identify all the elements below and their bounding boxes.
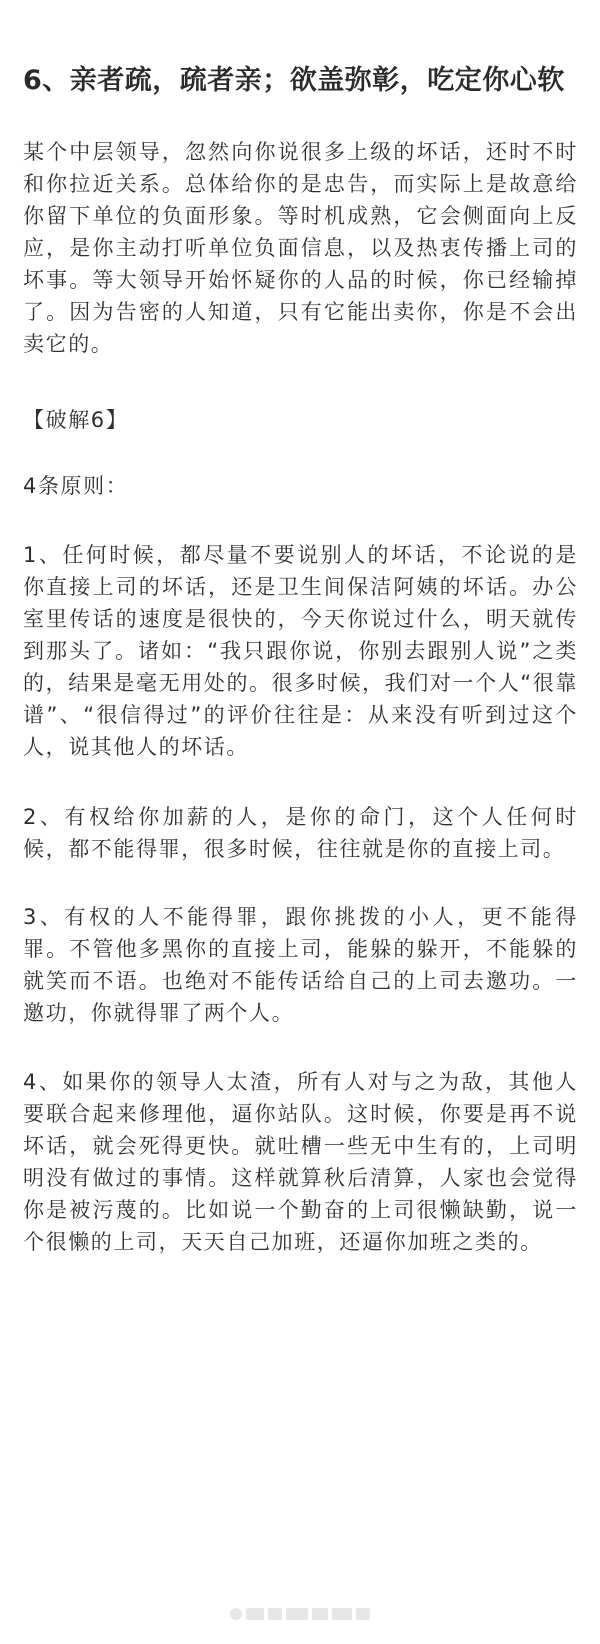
rules-label: 4条原则： bbox=[23, 474, 129, 498]
watermark-mark bbox=[268, 1608, 282, 1620]
rule-paragraph-2: 2、有权给你加薪的人，是你的命门，这个人任何时候，都不能得罪，很多时候，往往就是你的直接上司。 bbox=[23, 805, 578, 861]
intro-paragraph: 某个中层领导，忽然向你说很多上级的坏话，还时不时和你拉近关系。总体给你的是忠告，而实际上是故意给你留下单位的负面形象。等时机成熟，它会侧面向上反应，是你主动打听单位负面信息，以及热衷传播上司的坏事。等大领导开始怀疑你的人品的时候，你已经输掉了。因为告密的人知道，只有它能出卖你，你是不会出卖它的。 bbox=[23, 140, 578, 356]
watermark-mark bbox=[286, 1608, 308, 1620]
watermark bbox=[230, 1608, 370, 1620]
watermark-logo-icon bbox=[230, 1608, 242, 1620]
watermark-mark bbox=[332, 1608, 352, 1620]
watermark-mark bbox=[246, 1608, 264, 1620]
crack-label: 【破解6】 bbox=[23, 408, 129, 432]
rule-paragraph-4: 4、如果你的领导人太渣，所有人对与之为敌，其他人要联合起来修理他，逼你站队。这时候，你要是再不说坏话，就会死得更快。就吐槽一些无中生有的，上司明明没有做过的事情。这样就算秋后清算，人家也会觉得你是被污蔑的。比如说一个勤奋的上司很懒缺勤，说一个很懒的上司，天天自己加班，还逼你加班之类的。 bbox=[23, 1070, 578, 1254]
article-heading: 6、亲者疏，疏者亲；欲盖弥彰，吃定你心软 bbox=[23, 65, 565, 96]
rule-paragraph-3: 3、有权的人不能得罪，跟你挑拨的小人，更不能得罪。不管他多黑你的直接上司，能躲的躲开，不能躲的就笑而不语。也绝对不能传话给自己的上司去邀功。一邀功，你就得罪了两个人。 bbox=[23, 905, 578, 1025]
rule-paragraph-1: 1、任何时候，都尽量不要说别人的坏话，不论说的是你直接上司的坏话，还是卫生间保洁阿姨的坏话。办公室里传话的速度是很快的，今天你说过什么，明天就传到那头了。诸如：“我只跟你说，你别去跟别人说”之类的，结果是毫无用处的。很多时候，我们对一个人“很靠谱”、“很信得过”的评价往往是：从来没有听到过这个人，说其他人的坏话。 bbox=[23, 543, 578, 759]
watermark-mark bbox=[312, 1608, 328, 1620]
watermark-mark bbox=[356, 1608, 370, 1620]
